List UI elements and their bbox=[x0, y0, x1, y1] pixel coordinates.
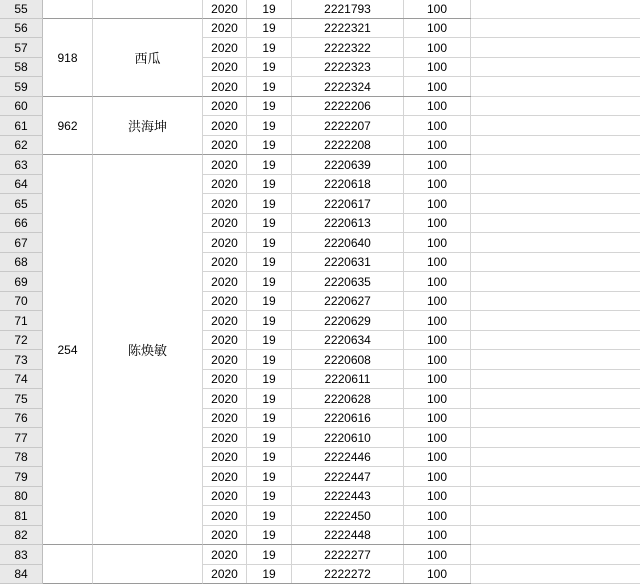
id-cell[interactable]: 2222447 bbox=[292, 467, 404, 487]
score-cell[interactable]: 100 bbox=[404, 370, 471, 389]
row-header[interactable]: 61 bbox=[0, 116, 43, 136]
id-cell[interactable]: 2220618 bbox=[292, 175, 404, 194]
row-header[interactable]: 64 bbox=[0, 175, 43, 194]
row-header[interactable]: 72 bbox=[0, 331, 43, 350]
score-cell[interactable]: 100 bbox=[404, 448, 471, 467]
year-cell[interactable]: 2020 bbox=[203, 526, 247, 545]
empty-cell[interactable] bbox=[471, 292, 640, 311]
age-cell[interactable]: 19 bbox=[247, 428, 292, 448]
age-cell[interactable]: 19 bbox=[247, 311, 292, 331]
id-cell[interactable]: 2222272 bbox=[292, 565, 404, 584]
score-cell[interactable]: 100 bbox=[404, 506, 471, 526]
age-cell[interactable]: 19 bbox=[247, 487, 292, 506]
empty-cell[interactable] bbox=[471, 350, 640, 370]
age-cell[interactable]: 19 bbox=[247, 565, 292, 584]
age-cell[interactable]: 19 bbox=[247, 448, 292, 467]
score-cell[interactable]: 100 bbox=[404, 0, 471, 19]
row-header[interactable]: 82 bbox=[0, 526, 43, 545]
year-cell[interactable]: 2020 bbox=[203, 136, 247, 155]
row-header[interactable]: 75 bbox=[0, 389, 43, 409]
id-cell[interactable]: 2222443 bbox=[292, 487, 404, 506]
year-cell[interactable]: 2020 bbox=[203, 38, 247, 58]
row-header[interactable]: 69 bbox=[0, 272, 43, 292]
empty-cell[interactable] bbox=[471, 272, 640, 292]
age-cell[interactable]: 19 bbox=[247, 116, 292, 136]
group-divider bbox=[203, 18, 471, 19]
merged-code-cell[interactable] bbox=[43, 545, 93, 584]
age-cell[interactable]: 19 bbox=[247, 331, 292, 350]
id-cell[interactable]: 2220610 bbox=[292, 428, 404, 448]
row-header[interactable]: 79 bbox=[0, 467, 43, 487]
row-header[interactable]: 56 bbox=[0, 19, 43, 38]
row-header[interactable]: 59 bbox=[0, 77, 43, 97]
empty-cell[interactable] bbox=[471, 389, 640, 409]
row-header[interactable]: 74 bbox=[0, 370, 43, 389]
score-cell[interactable]: 100 bbox=[404, 155, 471, 175]
empty-cell[interactable] bbox=[471, 38, 640, 58]
score-cell[interactable]: 100 bbox=[404, 292, 471, 311]
age-cell[interactable]: 19 bbox=[247, 97, 292, 116]
age-cell[interactable]: 19 bbox=[247, 155, 292, 175]
age-cell[interactable]: 19 bbox=[247, 526, 292, 545]
row-header[interactable]: 84 bbox=[0, 565, 43, 584]
score-cell[interactable]: 100 bbox=[404, 175, 471, 194]
empty-cell[interactable] bbox=[471, 175, 640, 194]
merged-code-cell[interactable]: 918 bbox=[43, 19, 93, 97]
row-header[interactable]: 70 bbox=[0, 292, 43, 311]
year-cell[interactable]: 2020 bbox=[203, 565, 247, 584]
score-cell[interactable]: 100 bbox=[404, 389, 471, 409]
merged-name-cell[interactable]: 洪海坤 bbox=[93, 97, 203, 155]
year-cell[interactable]: 2020 bbox=[203, 272, 247, 292]
score-cell[interactable]: 100 bbox=[404, 467, 471, 487]
empty-cell[interactable] bbox=[471, 428, 640, 448]
empty-cell[interactable] bbox=[471, 526, 640, 545]
id-cell[interactable]: 2222322 bbox=[292, 38, 404, 58]
age-cell[interactable]: 19 bbox=[247, 214, 292, 233]
id-cell[interactable]: 2220639 bbox=[292, 155, 404, 175]
year-cell[interactable]: 2020 bbox=[203, 175, 247, 194]
id-cell[interactable]: 2220616 bbox=[292, 409, 404, 428]
year-cell[interactable]: 2020 bbox=[203, 19, 247, 38]
row-header[interactable]: 60 bbox=[0, 97, 43, 116]
empty-cell[interactable] bbox=[471, 370, 640, 389]
age-cell[interactable]: 19 bbox=[247, 545, 292, 565]
year-cell[interactable]: 2020 bbox=[203, 0, 247, 19]
year-cell[interactable]: 2020 bbox=[203, 331, 247, 350]
id-cell[interactable]: 2220629 bbox=[292, 311, 404, 331]
row-header[interactable]: 71 bbox=[0, 311, 43, 331]
age-cell[interactable]: 19 bbox=[247, 77, 292, 97]
score-cell[interactable]: 100 bbox=[404, 58, 471, 77]
empty-cell[interactable] bbox=[471, 97, 640, 116]
year-cell[interactable]: 2020 bbox=[203, 350, 247, 370]
id-cell[interactable]: 2220608 bbox=[292, 350, 404, 370]
merged-name-cell[interactable] bbox=[93, 0, 203, 19]
id-cell[interactable]: 2222208 bbox=[292, 136, 404, 155]
year-cell[interactable]: 2020 bbox=[203, 467, 247, 487]
row-header[interactable]: 65 bbox=[0, 194, 43, 214]
year-cell[interactable]: 2020 bbox=[203, 253, 247, 272]
id-cell[interactable]: 2220631 bbox=[292, 253, 404, 272]
id-cell[interactable]: 2222324 bbox=[292, 77, 404, 97]
year-cell[interactable]: 2020 bbox=[203, 487, 247, 506]
empty-cell[interactable] bbox=[471, 116, 640, 136]
score-cell[interactable]: 100 bbox=[404, 545, 471, 565]
id-cell[interactable]: 2222207 bbox=[292, 116, 404, 136]
age-cell[interactable]: 19 bbox=[247, 506, 292, 526]
row-header[interactable]: 73 bbox=[0, 350, 43, 370]
score-cell[interactable]: 100 bbox=[404, 311, 471, 331]
age-cell[interactable]: 19 bbox=[247, 38, 292, 58]
empty-cell[interactable] bbox=[471, 214, 640, 233]
empty-cell[interactable] bbox=[471, 506, 640, 526]
year-cell[interactable]: 2020 bbox=[203, 370, 247, 389]
year-cell[interactable]: 2020 bbox=[203, 97, 247, 116]
row-header[interactable]: 76 bbox=[0, 409, 43, 428]
id-cell[interactable]: 2220635 bbox=[292, 272, 404, 292]
age-cell[interactable]: 19 bbox=[247, 0, 292, 19]
id-cell[interactable]: 2220617 bbox=[292, 194, 404, 214]
id-cell[interactable]: 2222323 bbox=[292, 58, 404, 77]
empty-cell[interactable] bbox=[471, 545, 640, 565]
score-cell[interactable]: 100 bbox=[404, 116, 471, 136]
age-cell[interactable]: 19 bbox=[247, 253, 292, 272]
empty-cell[interactable] bbox=[471, 467, 640, 487]
row-header[interactable]: 55 bbox=[0, 0, 43, 19]
id-cell[interactable]: 2222450 bbox=[292, 506, 404, 526]
row-header[interactable]: 67 bbox=[0, 233, 43, 253]
empty-cell[interactable] bbox=[471, 448, 640, 467]
id-cell[interactable]: 2220634 bbox=[292, 331, 404, 350]
year-cell[interactable]: 2020 bbox=[203, 292, 247, 311]
score-cell[interactable]: 100 bbox=[404, 233, 471, 253]
group-divider bbox=[203, 96, 471, 97]
empty-cell[interactable] bbox=[471, 19, 640, 38]
score-cell[interactable]: 100 bbox=[404, 194, 471, 214]
year-cell[interactable]: 2020 bbox=[203, 311, 247, 331]
row-header[interactable]: 58 bbox=[0, 58, 43, 77]
empty-cell[interactable] bbox=[471, 331, 640, 350]
age-cell[interactable]: 19 bbox=[247, 409, 292, 428]
year-cell[interactable]: 2020 bbox=[203, 448, 247, 467]
score-cell[interactable]: 100 bbox=[404, 487, 471, 506]
id-cell[interactable]: 2220613 bbox=[292, 214, 404, 233]
age-cell[interactable]: 19 bbox=[247, 19, 292, 38]
score-cell[interactable]: 100 bbox=[404, 331, 471, 350]
merged-code-cell[interactable] bbox=[43, 0, 93, 19]
empty-cell[interactable] bbox=[471, 311, 640, 331]
score-cell[interactable]: 100 bbox=[404, 272, 471, 292]
empty-cell[interactable] bbox=[471, 0, 640, 19]
year-cell[interactable]: 2020 bbox=[203, 233, 247, 253]
group-divider bbox=[203, 544, 471, 545]
row-header[interactable]: 77 bbox=[0, 428, 43, 448]
year-cell[interactable]: 2020 bbox=[203, 155, 247, 175]
year-cell[interactable]: 2020 bbox=[203, 194, 247, 214]
merged-name-cell[interactable]: 陈焕敏 bbox=[93, 155, 203, 545]
id-cell[interactable]: 2221793 bbox=[292, 0, 404, 19]
empty-cell[interactable] bbox=[471, 136, 640, 155]
merged-name-cell[interactable] bbox=[93, 545, 203, 584]
empty-cell[interactable] bbox=[471, 565, 640, 584]
empty-cell[interactable] bbox=[471, 409, 640, 428]
empty-cell[interactable] bbox=[471, 233, 640, 253]
age-cell[interactable]: 19 bbox=[247, 272, 292, 292]
id-cell[interactable]: 2222277 bbox=[292, 545, 404, 565]
empty-cell[interactable] bbox=[471, 194, 640, 214]
age-cell[interactable]: 19 bbox=[247, 467, 292, 487]
id-cell[interactable]: 2220640 bbox=[292, 233, 404, 253]
group-divider bbox=[203, 154, 471, 155]
score-cell[interactable]: 100 bbox=[404, 409, 471, 428]
id-cell[interactable]: 2222446 bbox=[292, 448, 404, 467]
year-cell[interactable]: 2020 bbox=[203, 506, 247, 526]
year-cell[interactable]: 2020 bbox=[203, 428, 247, 448]
age-cell[interactable]: 19 bbox=[247, 233, 292, 253]
year-cell[interactable]: 2020 bbox=[203, 545, 247, 565]
empty-cell[interactable] bbox=[471, 58, 640, 77]
empty-cell[interactable] bbox=[471, 253, 640, 272]
id-cell[interactable]: 2220628 bbox=[292, 389, 404, 409]
row-header[interactable]: 68 bbox=[0, 253, 43, 272]
age-cell[interactable]: 19 bbox=[247, 350, 292, 370]
age-cell[interactable]: 19 bbox=[247, 370, 292, 389]
year-cell[interactable]: 2020 bbox=[203, 77, 247, 97]
age-cell[interactable]: 19 bbox=[247, 389, 292, 409]
score-cell[interactable]: 100 bbox=[404, 77, 471, 97]
score-cell[interactable]: 100 bbox=[404, 526, 471, 545]
row-header[interactable]: 62 bbox=[0, 136, 43, 155]
merged-code-cell[interactable]: 254 bbox=[43, 155, 93, 545]
year-cell[interactable]: 2020 bbox=[203, 58, 247, 77]
score-cell[interactable]: 100 bbox=[404, 136, 471, 155]
row-header[interactable]: 78 bbox=[0, 448, 43, 467]
row-header[interactable]: 57 bbox=[0, 38, 43, 58]
score-cell[interactable]: 100 bbox=[404, 19, 471, 38]
merged-name-cell[interactable]: 西瓜 bbox=[93, 19, 203, 97]
id-cell[interactable]: 2222448 bbox=[292, 526, 404, 545]
id-cell[interactable]: 2222321 bbox=[292, 19, 404, 38]
row-header[interactable]: 83 bbox=[0, 545, 43, 565]
id-cell[interactable]: 2220627 bbox=[292, 292, 404, 311]
score-cell[interactable]: 100 bbox=[404, 253, 471, 272]
age-cell[interactable]: 19 bbox=[247, 292, 292, 311]
empty-cell[interactable] bbox=[471, 77, 640, 97]
row-header[interactable]: 81 bbox=[0, 506, 43, 526]
year-cell[interactable]: 2020 bbox=[203, 409, 247, 428]
age-cell[interactable]: 19 bbox=[247, 136, 292, 155]
age-cell[interactable]: 19 bbox=[247, 194, 292, 214]
merged-code-cell[interactable]: 962 bbox=[43, 97, 93, 155]
score-cell[interactable]: 100 bbox=[404, 214, 471, 233]
age-cell[interactable]: 19 bbox=[247, 58, 292, 77]
row-header[interactable]: 66 bbox=[0, 214, 43, 233]
row-header[interactable]: 63 bbox=[0, 155, 43, 175]
score-cell[interactable]: 100 bbox=[404, 428, 471, 448]
score-cell[interactable]: 100 bbox=[404, 350, 471, 370]
score-cell[interactable]: 100 bbox=[404, 97, 471, 116]
score-cell[interactable]: 100 bbox=[404, 565, 471, 584]
year-cell[interactable]: 2020 bbox=[203, 214, 247, 233]
empty-cell[interactable] bbox=[471, 487, 640, 506]
empty-cell[interactable] bbox=[471, 155, 640, 175]
year-cell[interactable]: 2020 bbox=[203, 389, 247, 409]
year-cell[interactable]: 2020 bbox=[203, 116, 247, 136]
row-header[interactable]: 80 bbox=[0, 487, 43, 506]
id-cell[interactable]: 2220611 bbox=[292, 370, 404, 389]
age-cell[interactable]: 19 bbox=[247, 175, 292, 194]
id-cell[interactable]: 2222206 bbox=[292, 97, 404, 116]
score-cell[interactable]: 100 bbox=[404, 38, 471, 58]
